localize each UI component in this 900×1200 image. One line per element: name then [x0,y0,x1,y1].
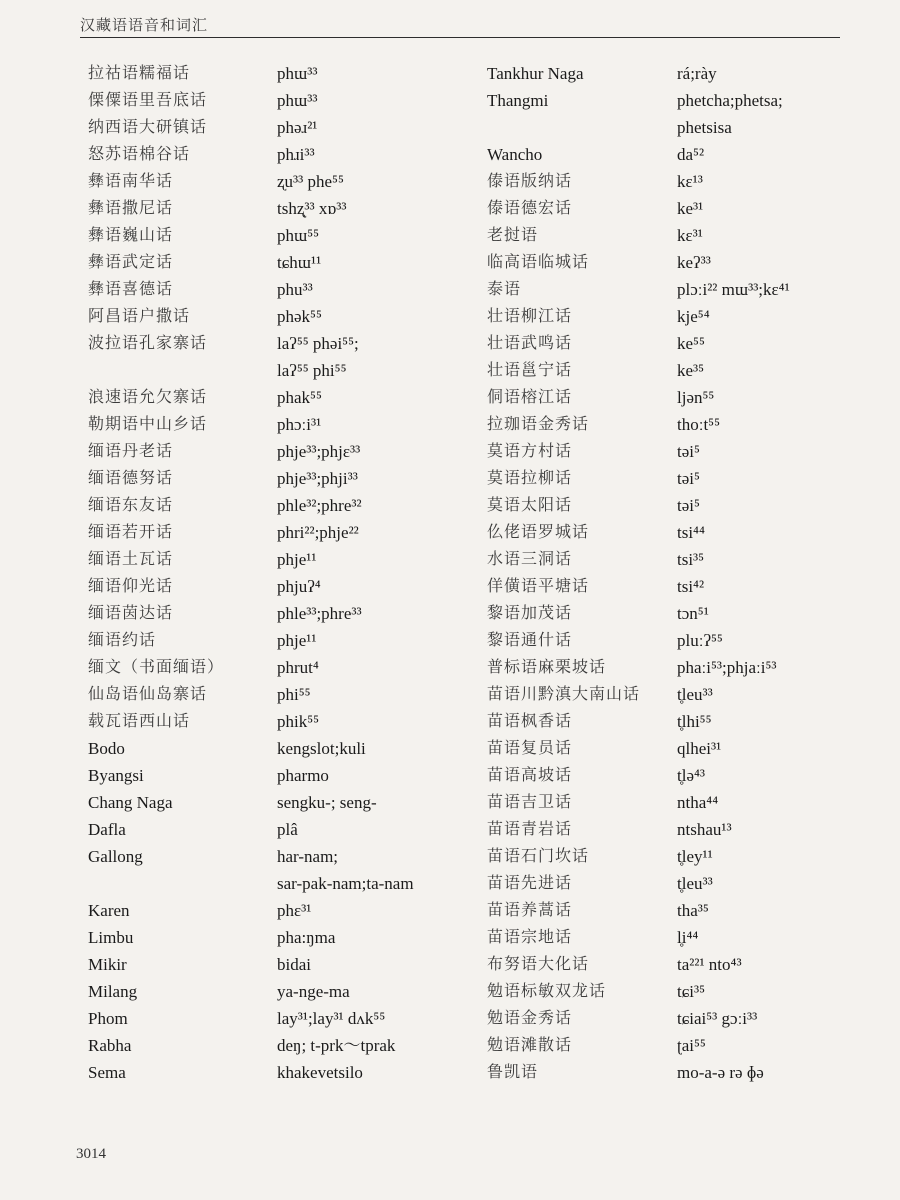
entry-row [88,168,488,195]
word-form: phik⁵⁵ [277,712,320,731]
language-name: Bodo [88,739,125,758]
language-name: 傈僳语里吾底话 [88,92,208,109]
entry-row [88,762,488,789]
language-name: 彝语撒尼话 [88,200,174,217]
entry-row [487,870,887,897]
language-name: 苗语枫香话 [487,713,573,730]
entry-row [88,546,488,573]
language-name: 彝语巍山话 [88,227,174,244]
word-form: khakevetsilo [277,1063,363,1082]
word-form: laʔ⁵⁵ phəi⁵⁵; laʔ⁵⁵ phi⁵⁵ [277,334,359,380]
language-name: Wancho [487,145,543,164]
language-name: 壮语柳江话 [487,308,573,325]
language-name: 苗语高坡话 [487,767,573,784]
word-form: phɹi³³ [277,145,315,164]
word-form: t̥lə⁴³ [677,766,706,785]
entry-row [487,249,887,276]
language-name: 缅语约话 [88,632,157,649]
word-form: t̥leu³³ [677,874,713,893]
entry-row [88,195,488,222]
language-name: 老挝语 [487,227,539,244]
word-form: phrut⁴ [277,658,319,677]
language-name: 缅语东友话 [88,497,174,514]
language-name: Dafla [88,820,126,839]
word-form: pluːʔ⁵⁵ [677,631,723,650]
word-form: ta²²¹ nto⁴³ [677,955,742,974]
language-name: 缅语仰光话 [88,578,174,595]
language-name: 莫语方村话 [487,443,573,460]
entry-row [487,816,887,843]
word-form: phjuʔ⁴ [277,577,321,596]
language-name: 苗语先进话 [487,875,573,892]
word-form: ljən⁵⁵ [677,388,715,407]
word-form: phɯ³³ [277,91,318,110]
word-form: ʈai⁵⁵ [677,1036,706,1055]
word-form: tɕhɯ¹¹ [277,253,322,272]
language-name: 缅语丹老话 [88,443,174,460]
language-name: 苗语青岩话 [487,821,573,838]
language-name: 苗语石门坎话 [487,848,590,865]
entry-row [487,141,887,168]
word-form: phu³³ [277,280,313,299]
word-form: thoːt⁵⁵ [677,415,721,434]
language-name: 莫语拉柳话 [487,470,573,487]
entry-row [88,249,488,276]
entry-row [487,465,887,492]
word-form: phak⁵⁵ [277,388,322,407]
word-form: təi⁵ [677,442,700,461]
entry-row [88,465,488,492]
language-name: 勉语金秀话 [487,1010,573,1027]
entry-row [487,519,887,546]
language-name: Tankhur Naga [487,64,584,83]
word-form: plâ [277,820,298,839]
language-name: Limbu [88,928,134,947]
word-form: phəɹ²¹ [277,118,318,137]
word-form: tha³⁵ [677,901,709,920]
entry-row [487,168,887,195]
language-name: 仫佬语罗城话 [487,524,590,541]
word-form: phɛ³¹ [277,901,312,920]
language-name: 莫语太阳话 [487,497,573,514]
word-form: phaːi⁵³;phjaːi⁵³ [677,658,777,677]
word-form: phje¹¹ [277,631,317,650]
language-name: 佯僙语平塘话 [487,578,590,595]
header-rule [80,37,840,38]
word-form: qlhei³¹ [677,739,722,758]
entry-row [88,924,488,951]
entry-row [88,654,488,681]
language-name: 布努语大化话 [487,956,590,973]
word-form: t̥leu³³ [677,685,713,704]
entry-row [487,924,887,951]
word-form: pha:ŋma [277,928,336,947]
language-name: 阿昌语户撒话 [88,308,191,325]
entry-row [487,222,887,249]
word-form: mo-a-ə rə ɸə [677,1063,764,1082]
entry-row [487,789,887,816]
entry-row [88,1032,488,1059]
entry-row [88,708,488,735]
entry-row [88,141,488,168]
language-name: Rabha [88,1036,132,1055]
entry-row [88,492,488,519]
language-name: 勒期语中山乡话 [88,416,208,433]
left-column [88,60,488,1086]
language-name: 苗语宗地话 [487,929,573,946]
language-name: 彝语武定话 [88,254,174,271]
word-form: phetcha;phetsa; phetsisa [677,91,783,137]
entry-row [88,1059,488,1086]
word-form: l̥i⁴⁴ [677,928,699,947]
word-form: təi⁵ [677,496,700,515]
language-name: 缅语茵达话 [88,605,174,622]
entry-row [88,843,488,897]
entry-row [487,762,887,789]
entry-row [88,627,488,654]
right-column [487,60,887,1086]
word-form: tsi⁴⁴ [677,523,705,542]
word-form: phɯ⁵⁵ [277,226,320,245]
entry-row [88,816,488,843]
word-form: ntha⁴⁴ [677,793,719,812]
language-name: 彝语南华话 [88,173,174,190]
entry-row [88,951,488,978]
entry-row [487,1032,887,1059]
language-name: 拉珈语金秀话 [487,416,590,433]
entry-row [88,222,488,249]
word-form: sengku-; seng- [277,793,377,812]
running-head: 汉藏语语音和词汇 [80,18,209,34]
entry-row [88,60,488,87]
word-form: phje¹¹ [277,550,317,569]
entry-row [487,573,887,600]
language-name: 勉语滩散话 [487,1037,573,1054]
entry-row [487,951,887,978]
word-form: lay³¹;lay³¹ dʌk⁵⁵ [277,1009,386,1028]
entry-row [88,87,488,114]
entry-row [88,519,488,546]
language-name: Gallong [88,847,143,866]
word-form: phje³³;phjɛ³³ [277,442,361,461]
entry-row [487,897,887,924]
language-name: 浪速语允欠寨话 [88,389,208,406]
entry-row [88,573,488,600]
word-form: ke⁵⁵ [677,334,705,353]
language-name: 苗语养蒿话 [487,902,573,919]
language-name: 临高语临城话 [487,254,590,271]
word-form: tɔn⁵¹ [677,604,709,623]
word-form: phri²²;phje²² [277,523,359,542]
entry-row [88,114,488,141]
language-name: 侗语榕江话 [487,389,573,406]
language-name: 缅语若开话 [88,524,174,541]
language-name: 黎语通什话 [487,632,573,649]
word-form: plɔːi²² mɯ³³;kɛ⁴¹ [677,280,790,299]
word-form: kɛ³¹ [677,226,703,245]
word-form: phje³³;phji³³ [277,469,358,488]
word-form: phɔːi³¹ [277,415,322,434]
entry-row [88,681,488,708]
language-name: 怒苏语棉谷话 [88,146,191,163]
language-name: 普标语麻栗坡话 [487,659,607,676]
entry-row [88,384,488,411]
word-form: tsi⁴² [677,577,705,596]
entry-row [88,411,488,438]
entry-row [487,735,887,762]
language-name: Sema [88,1063,126,1082]
entry-row [487,600,887,627]
entry-row [487,546,887,573]
language-name: Milang [88,982,138,1001]
language-name: 傣语版纳话 [487,173,573,190]
word-form: təi⁵ [677,469,700,488]
entry-row [88,897,488,924]
entry-row [487,60,887,87]
language-name: Byangsi [88,766,144,785]
word-form: tɕiai⁵³ gɔːi³³ [677,1009,758,1028]
language-name: 傣语德宏话 [487,200,573,217]
entry-row [487,708,887,735]
word-form: bidai [277,955,311,974]
entry-row [487,627,887,654]
language-name: 苗语吉卫话 [487,794,573,811]
word-form: deŋ; t-prk～tprak [277,1036,396,1055]
language-name: Mikir [88,955,127,974]
language-name: 缅语土瓦话 [88,551,174,568]
language-name: 泰语 [487,281,522,298]
entry-row [88,303,488,330]
word-form: ʐu³³ phe⁵⁵ [277,172,344,191]
entry-row [88,978,488,1005]
language-name: 黎语加茂话 [487,605,573,622]
language-name: 纳西语大研镇话 [88,119,208,136]
entry-row [88,789,488,816]
word-form: har-nam; sar-pak-nam;ta-nam [277,847,414,893]
entry-row [487,978,887,1005]
entry-row [487,438,887,465]
entry-row [88,600,488,627]
entry-row [487,654,887,681]
word-form: phək⁵⁵ [277,307,322,326]
language-name: 苗语复员话 [487,740,573,757]
entry-row [487,303,887,330]
entry-row [487,492,887,519]
language-name: Phom [88,1009,128,1028]
entry-row [88,1005,488,1032]
language-name: 彝语喜德话 [88,281,174,298]
word-form: t̥lhi⁵⁵ [677,712,712,731]
language-name: 壮语武鸣话 [487,335,573,352]
entry-row [487,1059,887,1086]
page-number: 3014 [76,1146,106,1162]
entry-row [88,438,488,465]
language-name: 载瓦语西山话 [88,713,191,730]
word-form: rá;rày [677,64,717,83]
entry-row [487,357,887,384]
language-name: 苗语川黔滇大南山话 [487,686,641,703]
language-name: Chang Naga [88,793,173,812]
language-name: 仙岛语仙岛寨话 [88,686,208,703]
word-form: phle³³;phre³³ [277,604,362,623]
language-name: 勉语标敏双龙话 [487,983,607,1000]
language-name: 水语三洞话 [487,551,573,568]
entry-row [487,384,887,411]
word-form: da⁵² [677,145,705,164]
entry-row [487,843,887,870]
entry-row [487,681,887,708]
word-form: pharmo [277,766,329,785]
word-form: ntshau¹³ [677,820,732,839]
word-form: phi⁵⁵ [277,685,311,704]
entry-row [487,276,887,303]
language-name: 鲁凯语 [487,1064,539,1081]
word-form: ya-nge-ma [277,982,350,1001]
entry-row [487,195,887,222]
word-form: tɕi³⁵ [677,982,706,1001]
language-name: Thangmi [487,91,549,110]
word-form: phle³²;phre³² [277,496,362,515]
language-name: Karen [88,901,130,920]
word-form: keʔ³³ [677,253,711,272]
entry-row [88,735,488,762]
language-name: 波拉语孔家寨话 [88,335,208,352]
entry-row [487,330,887,357]
word-form: ke³¹ [677,199,704,218]
word-form: tsi³⁵ [677,550,705,569]
word-form: kengslot;kuli [277,739,366,758]
word-form: tshʐ̩³³ xɒ³³ [277,199,347,218]
word-form: kɛ¹³ [677,172,703,191]
language-name: 缅文（书面缅语） [88,659,225,676]
language-name: 壮语邕宁话 [487,362,573,379]
entry-row [88,276,488,303]
word-form: kje⁵⁴ [677,307,710,326]
entry-row [487,1005,887,1032]
entry-row [88,330,488,384]
word-form: t̥ley¹¹ [677,847,713,866]
language-name: 缅语德努话 [88,470,174,487]
entry-row [487,87,887,141]
word-form: phɯ³³ [277,64,318,83]
language-name: 拉祜语糯福话 [88,65,191,82]
entry-row [487,411,887,438]
word-form: ke³⁵ [677,361,705,380]
